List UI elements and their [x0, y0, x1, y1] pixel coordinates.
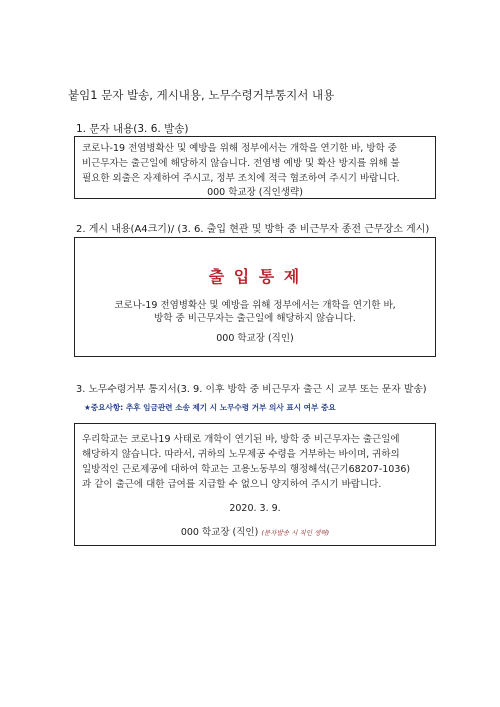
section-3-heading: 3. 노무수령거부 통지서(3. 9. 이후 방학 중 비근무자 출근 시 교부 또는 문자 발송) [76, 384, 427, 395]
refusal-signature-row [75, 524, 435, 538]
sms-line: 코로나-19 전염병확산 및 예방을 위해 정부에서는 개학을 연기한 바, 방학 중 [82, 143, 397, 154]
refusal-date: 2020. 3. 9. [229, 503, 281, 514]
section-2-notice-box [74, 237, 436, 357]
important-note: ★중요사항: 추후 임금관련 소송 제기 시 노무수령 거부 의사 표시 여부 중요 [84, 403, 336, 412]
notice-line: 코로나-19 전염병확산 및 예방을 위해 정부에서는 개학을 연기한 바, [114, 300, 396, 311]
notice-signature: 000 학교장 (직인) [216, 333, 294, 344]
refusal-line: 해당하지 않습니다. 따라서, 귀하의 노무제공 수령을 거부하는 바이며, 귀하의 [82, 449, 400, 460]
refusal-line: 일방적인 근로제공에 대하여 학교는 고용노동부의 행정해석(근기68207-1036) [82, 464, 411, 475]
notice-title: 출 입 통 제 [208, 267, 302, 286]
section-1-heading: 1. 문자 내용(3. 6. 발송) [76, 123, 189, 135]
section-1-sms-box [74, 136, 436, 199]
refusal-signature: 000 학교장 (직인) [180, 527, 259, 538]
sms-signature: 000 학교장 (직인생략) [207, 187, 303, 198]
refusal-line: 우리학교는 코로나19 사태로 개학이 연기된 바, 방학 중 비근무자는 출근일에 [82, 434, 400, 445]
document-title: 붙임1 문자 발송, 게시내용, 노무수령거부통지서 내용 [68, 88, 335, 102]
notice-line: 방학 중 비근무자는 출근일에 해당하지 않습니다. [154, 313, 356, 324]
section-3-refusal-box [74, 423, 436, 546]
sms-line: 비근무자는 출근일에 해당하지 않습니다. 전염병 예방 및 확산 방지를 위해 불 [82, 158, 400, 169]
refusal-line: 과 같이 출근에 대한 급여를 지급할 수 없으니 양지하여 주시기 바랍니다. [82, 479, 382, 490]
section-2-heading: 2. 게시 내용(A4크기)/ (3. 6. 출입 현관 및 방학 중 비근무자 종전 근무장소 게시) [76, 224, 430, 235]
refusal-signature-note: (문자발송 시 직인 생략) [261, 529, 330, 537]
sms-line: 필요한 외출은 자제하여 주시고, 정부 조치에 적극 협조하여 주시기 바랍니다. [82, 173, 400, 184]
